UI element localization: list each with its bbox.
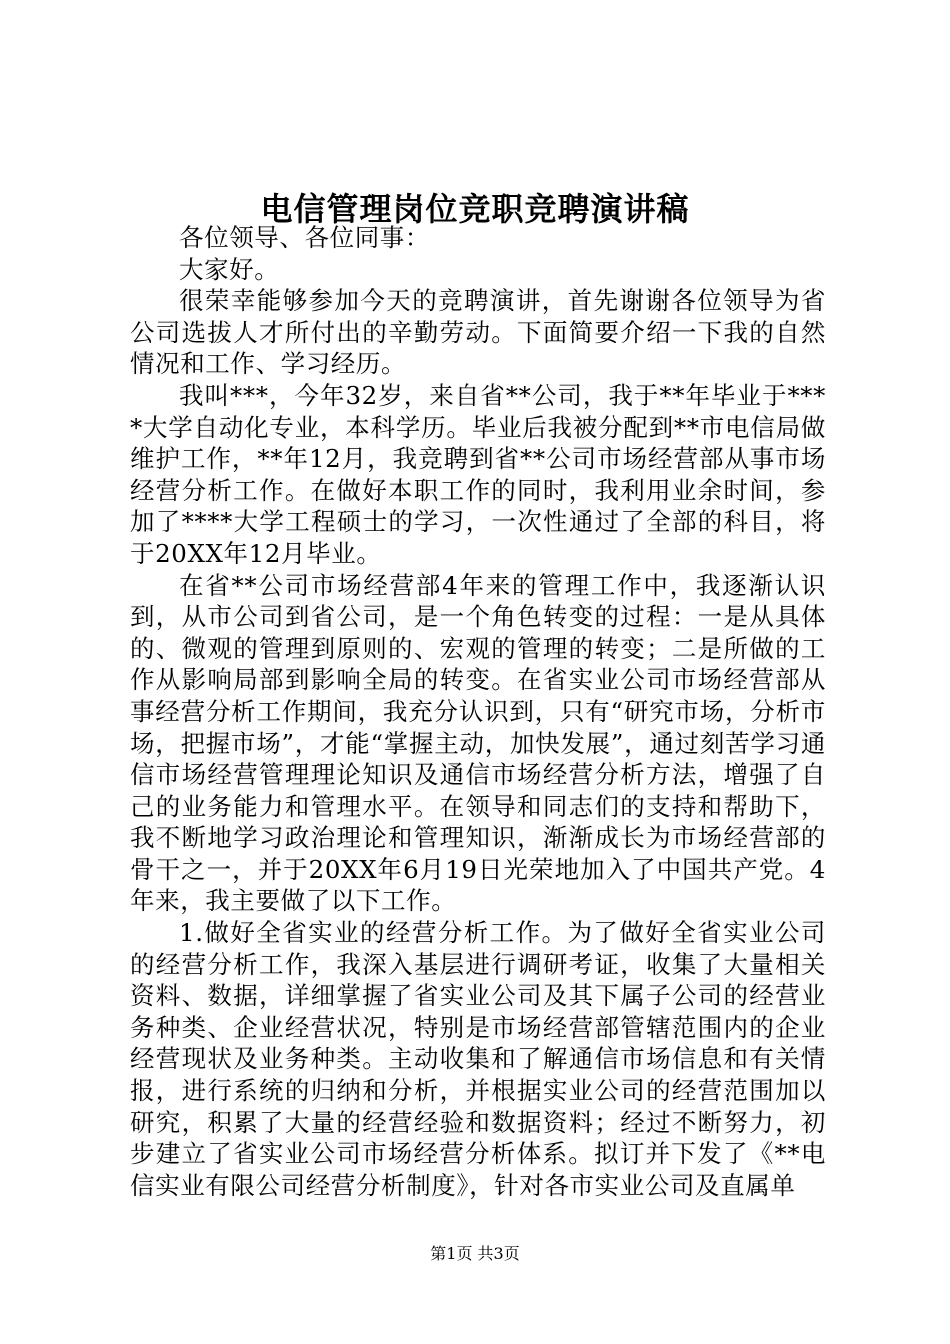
document-title: 电信管理岗位竞职竞聘演讲稿: [260, 190, 690, 228]
paragraph-background: 我叫***，今年32岁，来自省**公司，我于**年毕业于****大学自动化专业，本科学历。毕业后我被分配到**市电信局做维护工作，**年12月，我竞聘到省**公司市场经营部从事市场经营分析工作。在做好本职工作的同时，我利用业余时间，参加了****大学工程硕士的学习，一次性通过了全部的科目，将于20XX年12月毕业。: [130, 380, 826, 568]
page-number-footer: 第1页 共3页: [430, 1244, 520, 1263]
paragraph-salutation: 各位领导、各位同事：: [179, 223, 430, 252]
paragraph-greeting: 大家好。: [179, 254, 280, 284]
paragraph-intro: 很荣幸能够参加今天的竞聘演讲，首先谢谢各位领导为省公司选拔人才所付出的辛勤劳动。下面简要介绍一下我的自然情况和工作、学习经历。: [130, 286, 826, 379]
document-body: [130, 222, 826, 1201]
paragraph-experience: 在省**公司市场经营部4年来的管理工作中，我逐渐认识到，从市公司到省公司，是一个角色转变的过程：一是从具体的、微观的管理到原则的、宏观的管理的转变；二是所做的工作从影响局部到影响全局的转变。在省实业公司市场经营部从事经营分析工作期间，我充分认识到，只有“研究市场，分析市场，把握市场”，才能“掌握主动，加快发展”，通过刻苦学习通信市场经营管理理论知识及通信市场经营分析方法，增强了自己的业务能力和管理水平。在领导和同志们的支持和帮助下，我不断地学习政治理论和管理知识，渐渐成长为市场经营部的骨干之一，并于20XX年6月19日光荣地加入了中国共产党。4年来，我主要做了以下工作。: [130, 570, 826, 916]
paragraph-work-item-1: 1.做好全省实业的经营分析工作。为了做好全省实业公司的经营分析工作，我深入基层进行调研考证，收集了大量相关资料、数据，详细掌握了省实业公司及其下属子公司的经营业务种类、企业经营状况，特别是市场经营部管辖范围内的企业经营现状及业务种类。主动收集和了解通信市场信息和有关情报，进行系统的归纳和分析，并根据实业公司的经营范围加以研究，积累了大量的经营经验和数据资料；经过不断努力，初步建立了省实业公司市场经营分析体系。拟订并下发了《**电信实业有限公司经营分析制度》，针对各市实业公司及直属单: [130, 918, 827, 1200]
